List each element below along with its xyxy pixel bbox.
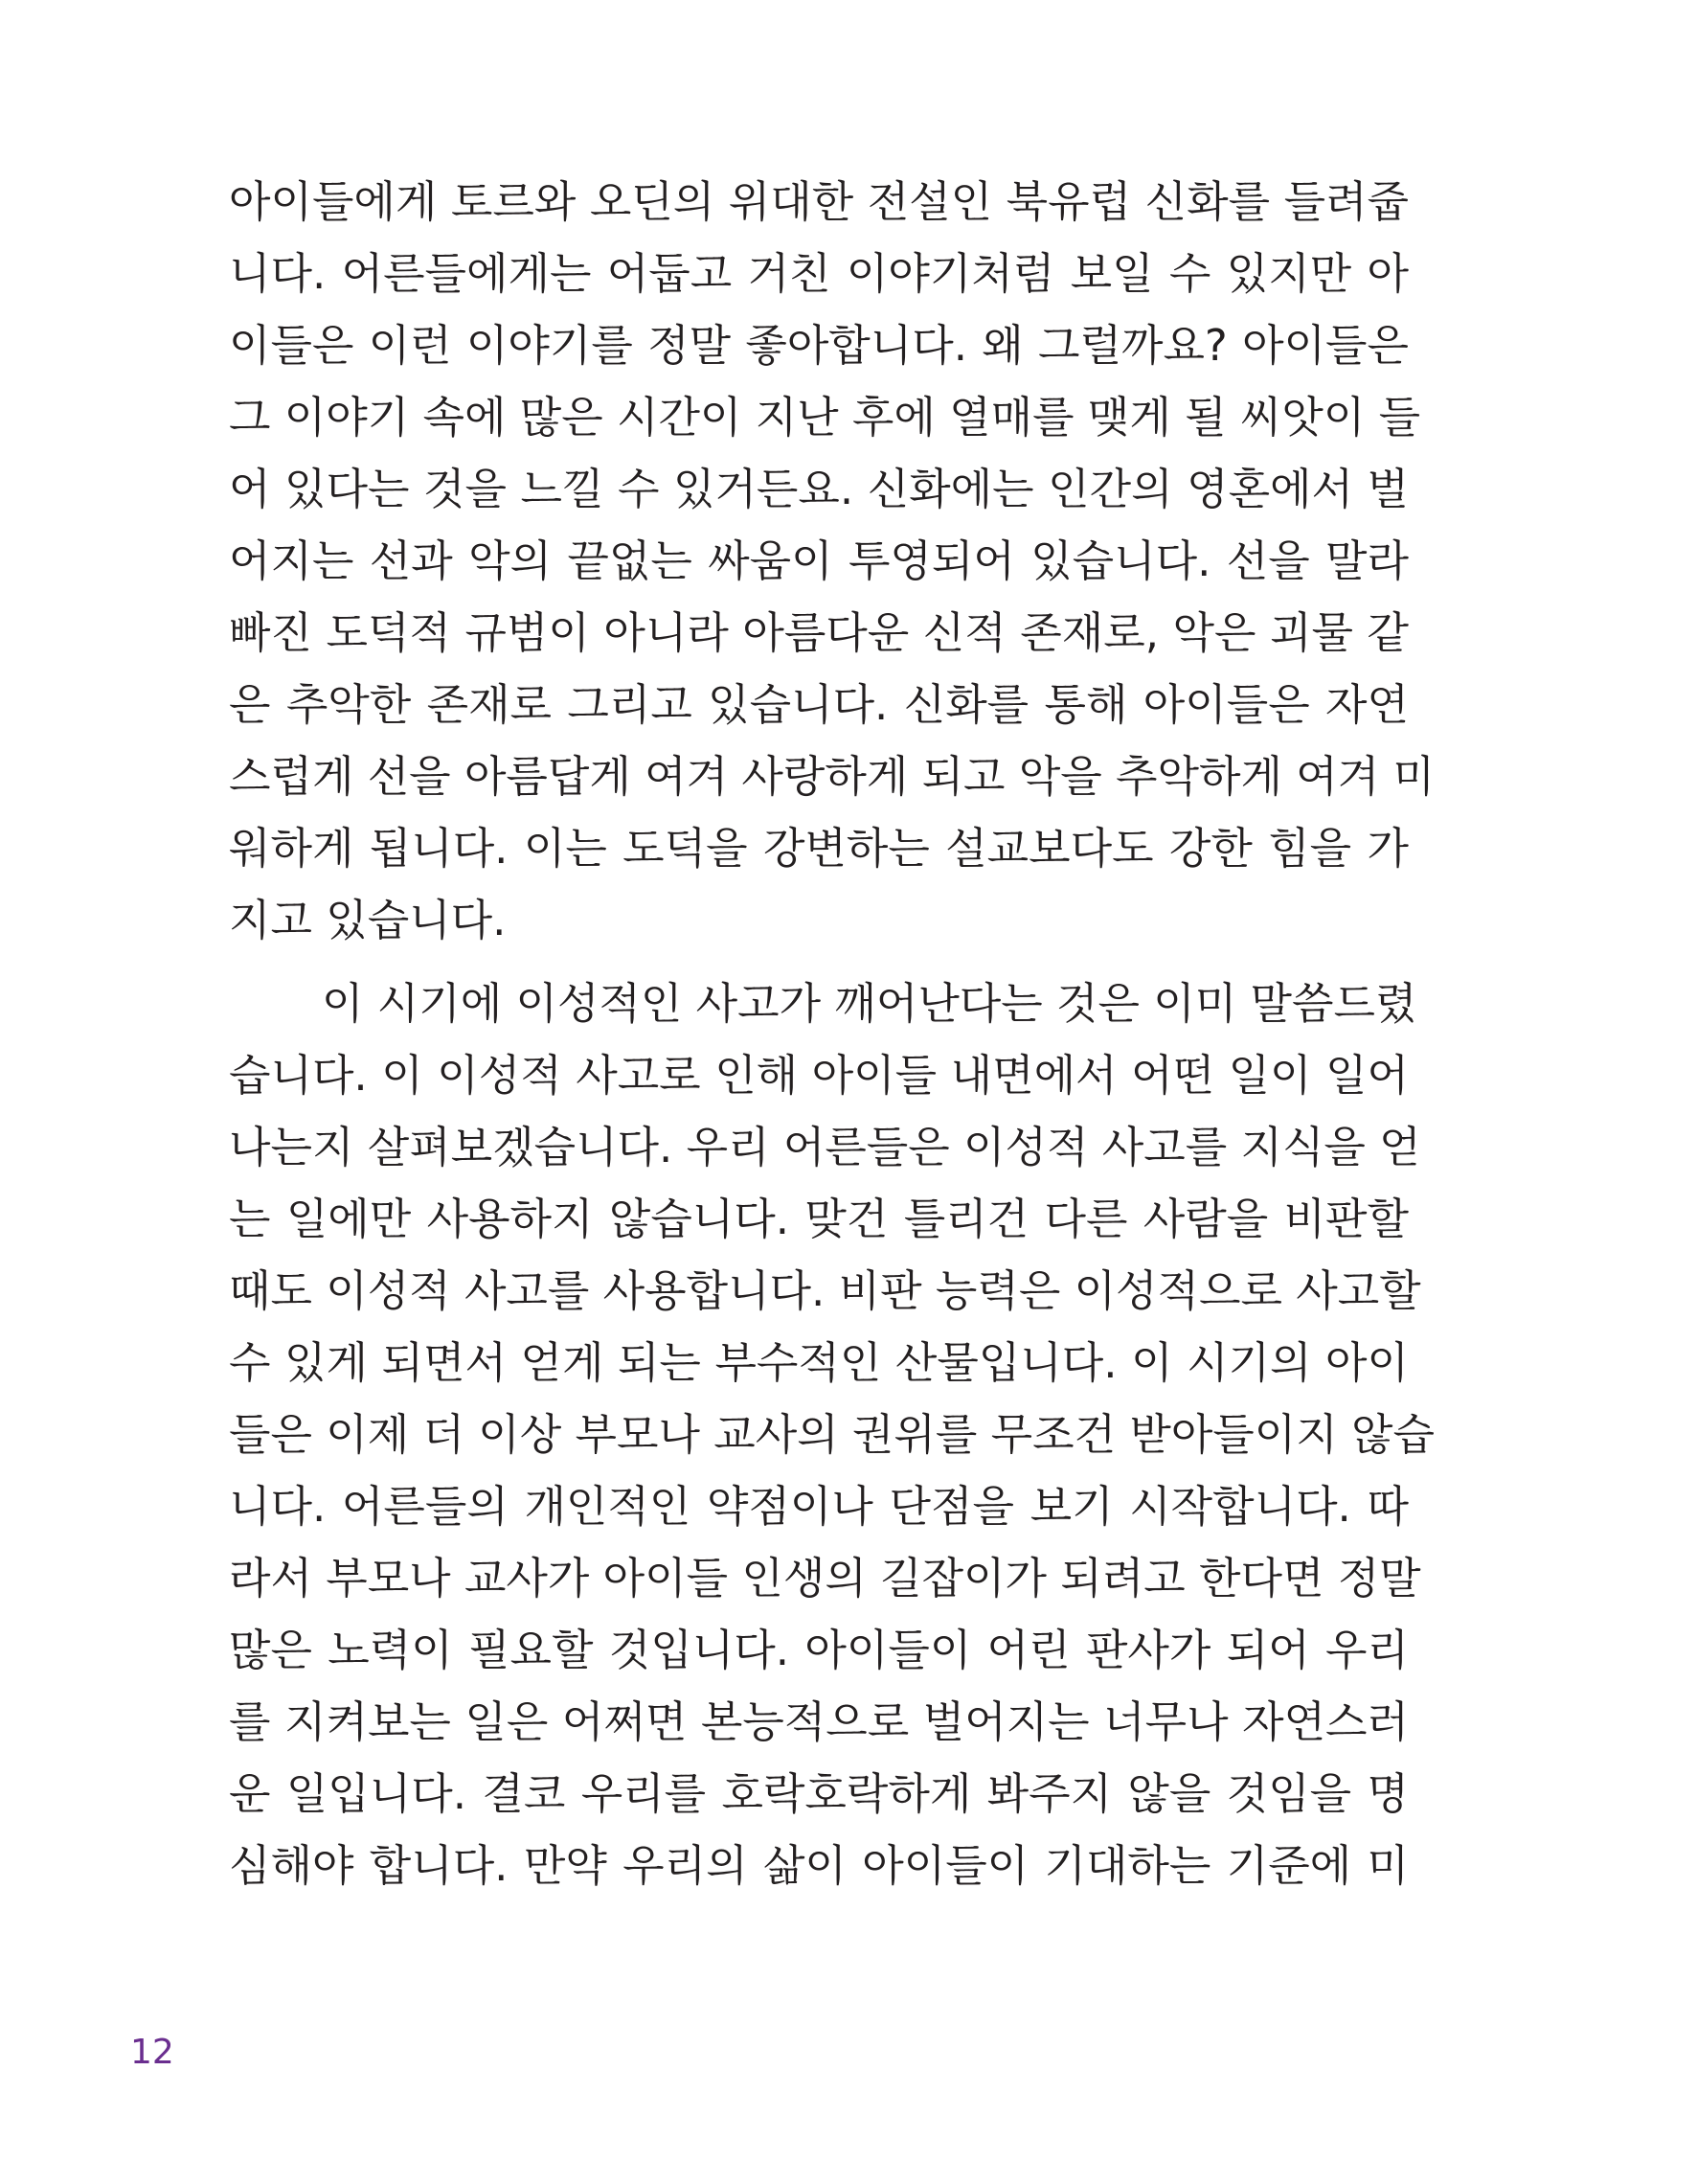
text-line: 아이들에게 토르와 오딘의 위대한 전설인 북유럽 신화를 들려줍 bbox=[229, 176, 1409, 227]
body-text bbox=[229, 166, 1435, 1901]
text-line: 를 지켜보는 일은 어쩌면 본능적으로 벌어지는 너무나 자연스러 bbox=[229, 1696, 1409, 1747]
text-line: 이 시기에 이성적인 사고가 깨어난다는 것은 이미 말씀드렸 bbox=[322, 978, 1417, 1029]
text-line: 워하게 됩니다. 이는 도덕을 강변하는 설교보다도 강한 힘을 가 bbox=[229, 823, 1409, 874]
text-line: 는 일에만 사용하지 않습니다. 맞건 틀리건 다른 사람을 비판할 bbox=[229, 1194, 1409, 1244]
text-line: 지고 있습니다. bbox=[229, 895, 507, 945]
text-line: 스럽게 선을 아름답게 여겨 사랑하게 되고 악을 추악하게 여겨 미 bbox=[229, 751, 1435, 802]
text-line: 그 이야기 속에 많은 시간이 지난 후에 열매를 맺게 될 씨앗이 들 bbox=[229, 392, 1421, 443]
text-line: 많은 노력이 필요할 것입니다. 아이들이 어린 판사가 되어 우리 bbox=[229, 1625, 1409, 1675]
text-line: 들은 이제 더 이상 부모나 교사의 권위를 무조건 받아들이지 않습 bbox=[229, 1409, 1435, 1460]
text-line: 어 있다는 것을 느낄 수 있거든요. 신화에는 인간의 영혼에서 벌 bbox=[229, 464, 1409, 514]
text-line: 심해야 합니다. 만약 우리의 삶이 아이들이 기대하는 기준에 미 bbox=[229, 1840, 1409, 1891]
text-line: 이들은 이런 이야기를 정말 좋아합니다. 왜 그럴까요? 아이들은 bbox=[229, 320, 1409, 371]
text-line: 수 있게 되면서 얻게 되는 부수적인 산물입니다. 이 시기의 아이 bbox=[229, 1337, 1409, 1388]
text-line: 니다. 어른들의 개인적인 약점이나 단점을 보기 시작합니다. 따 bbox=[229, 1481, 1409, 1532]
text-line: 나는지 살펴보겠습니다. 우리 어른들은 이성적 사고를 지식을 얻 bbox=[229, 1122, 1421, 1172]
text-line: 빠진 도덕적 규범이 아니라 아름다운 신적 존재로, 악은 괴물 같 bbox=[229, 607, 1409, 658]
paragraph-2 bbox=[229, 967, 1435, 1901]
text-line: 어지는 선과 악의 끝없는 싸움이 투영되어 있습니다. 선을 말라 bbox=[229, 535, 1409, 586]
text-line: 은 추악한 존재로 그리고 있습니다. 신화를 통해 아이들은 자연 bbox=[229, 679, 1409, 730]
text-line: 라서 부모나 교사가 아이들 인생의 길잡이가 되려고 한다면 정말 bbox=[229, 1553, 1421, 1604]
page-number: 12 bbox=[130, 2033, 174, 2072]
text-line: 운 일입니다. 결코 우리를 호락호락하게 봐주지 않을 것임을 명 bbox=[229, 1768, 1409, 1819]
text-line: 때도 이성적 사고를 사용합니다. 비판 능력은 이성적으로 사고할 bbox=[229, 1265, 1421, 1316]
text-line: 니다. 어른들에게는 어둡고 거친 이야기처럼 보일 수 있지만 아 bbox=[229, 248, 1409, 299]
text-line: 습니다. 이 이성적 사고로 인해 아이들 내면에서 어떤 일이 일어 bbox=[229, 1050, 1409, 1101]
paragraph-1 bbox=[229, 166, 1435, 956]
